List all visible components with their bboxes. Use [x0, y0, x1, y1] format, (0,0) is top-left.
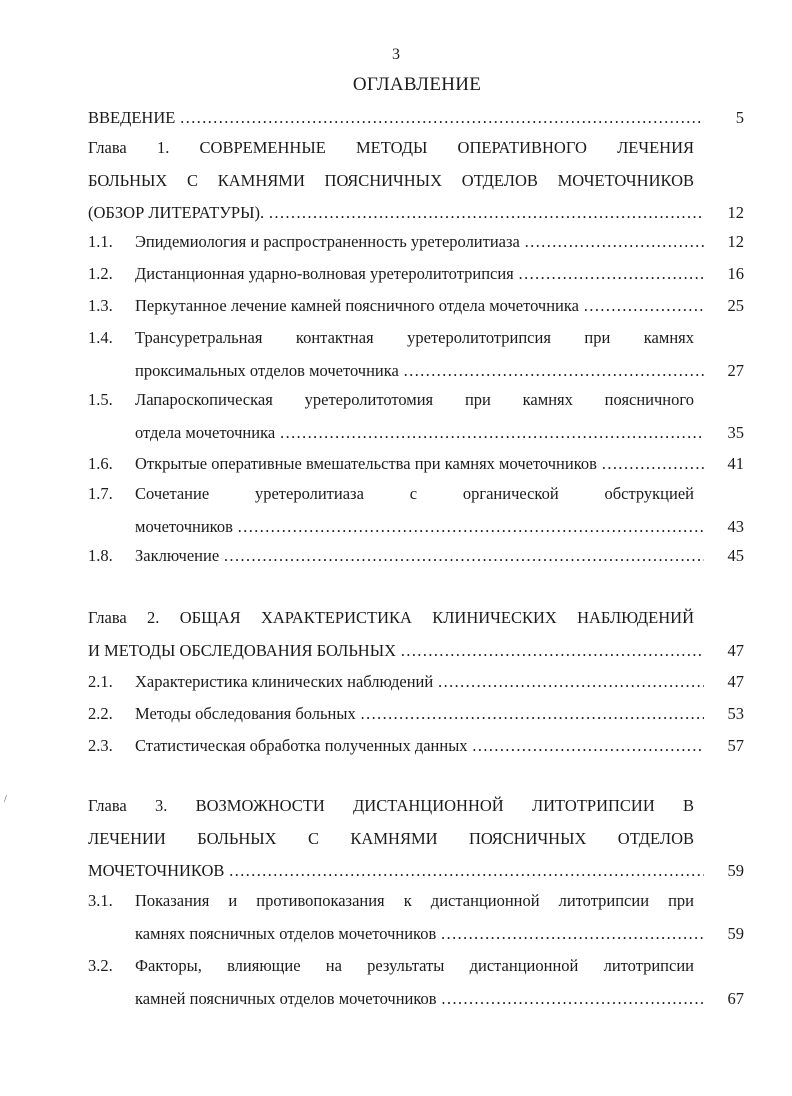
toc-entry-section[interactable]: [88, 258, 744, 291]
section-title-line-1: Трансуретральная контактная уретеролитотрипсия при камнях: [135, 328, 694, 347]
section-number: 1.1.: [88, 232, 113, 251]
section-page: 67: [727, 988, 744, 1008]
section-page: 16: [727, 264, 744, 283]
chapter-2-title-line-1: Глава 2. ОБЩАЯ ХАРАКТЕРИСТИКА КЛИНИЧЕСКИХ НАБЛЮДЕНИЙ: [88, 608, 694, 627]
section-title-line-1: Сочетание уретеролитиаза с органической обструкцией: [135, 484, 694, 503]
section-page: 41: [727, 454, 744, 473]
scan-mark: /: [4, 794, 7, 805]
chapter-1-page: 12: [727, 203, 744, 222]
toc-entry-section[interactable]: [88, 478, 744, 543]
section-number: 1.8.: [88, 546, 113, 565]
toc-entry-section[interactable]: [88, 666, 744, 699]
toc-entry-section[interactable]: [88, 698, 744, 731]
section-title: Заключение ……………………………………………………………………………………………………………………: [135, 540, 704, 573]
toc-entry-section[interactable]: [88, 885, 744, 950]
toc-entry-section[interactable]: [88, 384, 744, 449]
toc-entry-intro[interactable]: [88, 102, 744, 135]
section-title: Эпидемиология и распространенность уретеролитиаза ……………………………………………………………………………………………………………………: [135, 226, 704, 259]
toc-entry-chapter-2[interactable]: [88, 602, 744, 667]
section-page: 59: [727, 923, 744, 943]
toc-entry-section[interactable]: [88, 322, 744, 387]
chapter-3-page: 59: [727, 861, 744, 880]
toc-entry-section[interactable]: [88, 540, 744, 573]
chapter-1-title-line-2: БОЛЬНЫХ С КАМНЯМИ ПОЯСНИЧНЫХ ОТДЕЛОВ МОЧЕТОЧНИКОВ: [88, 170, 694, 190]
section-title: Характеристика клинических наблюдений ……………………………………………………………………………………………………………………: [135, 666, 704, 699]
section-title: Методы обследования больных ……………………………………………………………………………………………………………………: [135, 698, 704, 731]
toc-entry-section[interactable]: [88, 730, 744, 763]
toc-entry-chapter-3[interactable]: [88, 790, 744, 888]
section-title-line-1: Факторы, влияющие на результаты дистанционной литотрипсии: [135, 956, 694, 975]
section-title-line-2: отдела мочеточника ……………………………………………………………………………………………………………………: [135, 417, 704, 450]
section-number: 1.3.: [88, 296, 113, 315]
section-page: 35: [727, 422, 744, 442]
toc-entry-page: 5: [735, 108, 744, 127]
section-number: 1.6.: [88, 454, 113, 473]
toc-entry-chapter-1[interactable]: [88, 132, 744, 230]
section-title-line-2: мочеточников ……………………………………………………………………………………………………………………: [135, 511, 704, 544]
section-title: Статистическая обработка полученных данных ……………………………………………………………………………………………………………………: [135, 730, 704, 763]
section-page: 47: [727, 672, 744, 691]
chapter-2-title-line-2: И МЕТОДЫ ОБСЛЕДОВАНИЯ БОЛЬНЫХ ……………………………………………………………………………………………………………………: [88, 635, 704, 668]
section-title: Перкутанное лечение камней поясничного отдела мочеточника ……………………………………………………………………………………………………………………: [135, 290, 704, 323]
section-page: 12: [727, 232, 744, 251]
section-title-line-2: камней поясничных отделов мочеточников ……………………………………………………………………………………………………………………: [135, 983, 704, 1016]
section-title-line-1: Показания и противопоказания к дистанционной литотрипсии при: [135, 891, 694, 910]
section-number: 3.2.: [88, 956, 113, 975]
chapter-3-title-line-3: МОЧЕТОЧНИКОВ ……………………………………………………………………………………………………………………: [88, 855, 704, 888]
section-number: 1.4.: [88, 328, 113, 347]
section-page: 27: [727, 360, 744, 380]
chapter-2-page: 47: [727, 640, 744, 660]
chapter-1-title-line-3: (ОБЗОР ЛИТЕРАТУРЫ). ……………………………………………………………………………………………………………………: [88, 197, 704, 230]
section-title-line-2: проксимальных отделов мочеточника ……………………………………………………………………………………………………………………: [135, 355, 704, 388]
section-title-line-1: Лапароскопическая уретеролитотомия при камнях поясничного: [135, 390, 694, 409]
chapter-1-title-line-1: Глава 1. СОВРЕМЕННЫЕ МЕТОДЫ ОПЕРАТИВНОГО ЛЕЧЕНИЯ: [88, 138, 694, 157]
section-page: 43: [727, 516, 744, 536]
section-number: 2.2.: [88, 704, 113, 723]
section-number: 1.7.: [88, 484, 113, 503]
section-title-line-2: камнях поясничных отделов мочеточников ……………………………………………………………………………………………………………………: [135, 918, 704, 951]
section-number: 1.5.: [88, 390, 113, 409]
section-number: 2.1.: [88, 672, 113, 691]
section-title: Открытые оперативные вмешательства при камнях мочеточников ……………………………………………………………………………………………………………………: [135, 448, 704, 481]
toc-entry-section[interactable]: [88, 290, 744, 323]
section-title: Дистанционная ударно-волновая уретеролитотрипсия ……………………………………………………………………………………………………………………: [135, 258, 704, 291]
document-title: ОГЛАВЛЕНИЕ: [352, 74, 482, 95]
section-number: 3.1.: [88, 891, 113, 910]
chapter-3-title-line-1: Глава 3. ВОЗМОЖНОСТИ ДИСТАНЦИОННОЙ ЛИТОТРИПСИИ В: [88, 796, 694, 815]
section-page: 57: [727, 736, 744, 755]
section-page: 53: [727, 704, 744, 723]
toc-entry-section[interactable]: [88, 950, 744, 1015]
toc-entry-section[interactable]: [88, 448, 744, 481]
toc-entry-label: ВВЕДЕНИЕ ……………………………………………………………………………………………………………………: [88, 102, 704, 135]
section-number: 2.3.: [88, 736, 113, 755]
toc-entry-section[interactable]: [88, 226, 744, 259]
section-page: 45: [727, 546, 744, 565]
page-number: 3: [392, 46, 400, 63]
section-page: 25: [727, 296, 744, 315]
chapter-3-title-line-2: ЛЕЧЕНИИ БОЛЬНЫХ С КАМНЯМИ ПОЯСНИЧНЫХ ОТДЕЛОВ: [88, 828, 694, 848]
section-number: 1.2.: [88, 264, 113, 283]
